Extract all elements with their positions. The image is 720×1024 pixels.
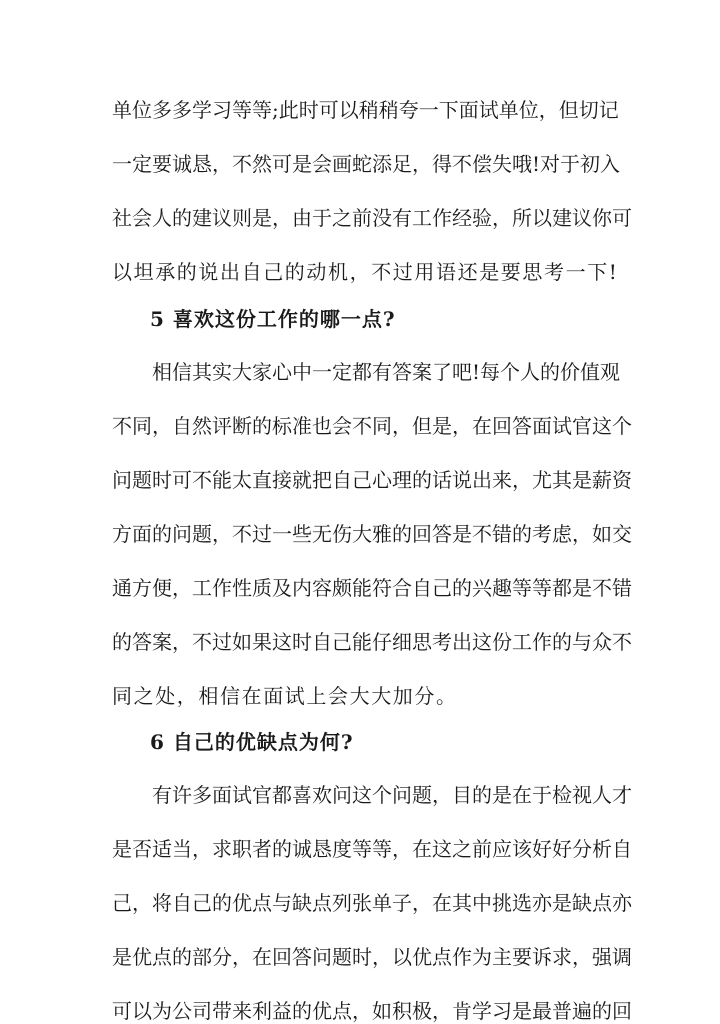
paragraph-line: 通方便，工作性质及内容颇能符合自己的兴趣等等都是不错 bbox=[112, 576, 632, 600]
paragraph-line: 是否适当，求职者的诚恳度等等，在这之前应该好好分析自 bbox=[112, 837, 632, 861]
paragraph-line: 是优点的部分，在回答问题时，以优点作为主要诉求，强调 bbox=[112, 945, 632, 969]
paragraph-line: 己，将自己的优点与缺点列张单子，在其中挑选亦是缺点亦 bbox=[112, 891, 632, 915]
paragraph-line: 同之处，相信在面试上会大大加分。 bbox=[112, 684, 458, 708]
paragraph-line: 的答案，不过如果这时自己能仔细思考出这份工作的与众不 bbox=[112, 630, 632, 654]
paragraph-line: 一定要诚恳，不然可是会画蛇添足，得不偿失哦!对于初入 bbox=[112, 152, 621, 176]
paragraph-line: 单位多多学习等等;此时可以稍稍夸一下面试单位，但切记 bbox=[112, 98, 619, 122]
section-heading: 5 喜欢这份工作的哪一点? bbox=[150, 307, 396, 331]
section-heading: 6 自己的优缺点为何? bbox=[150, 730, 354, 754]
paragraph-line: 问题时可不能太直接就把自己心理的话说出来，尤其是薪资 bbox=[112, 468, 632, 492]
paragraph-line: 有许多面试官都喜欢问这个问题，目的是在于检视人才 bbox=[152, 783, 632, 807]
paragraph-line: 以坦承的说出自己的动机，不过用语还是要思考一下! bbox=[112, 260, 619, 284]
paragraph-line: 不同，自然评断的标准也会不同，但是，在回答面试官这个 bbox=[112, 414, 632, 438]
paragraph-line: 相信其实大家心中一定都有答案了吧!每个人的价值观 bbox=[152, 360, 621, 384]
paragraph-line: 可以为公司带来利益的优点，如积极，肯学习是最普遍的回 bbox=[112, 999, 632, 1023]
paragraph-line: 社会人的建议则是，由于之前没有工作经验，所以建议你可 bbox=[112, 206, 632, 230]
paragraph-line: 方面的问题，不过一些无伤大雅的回答是不错的考虑，如交 bbox=[112, 522, 632, 546]
